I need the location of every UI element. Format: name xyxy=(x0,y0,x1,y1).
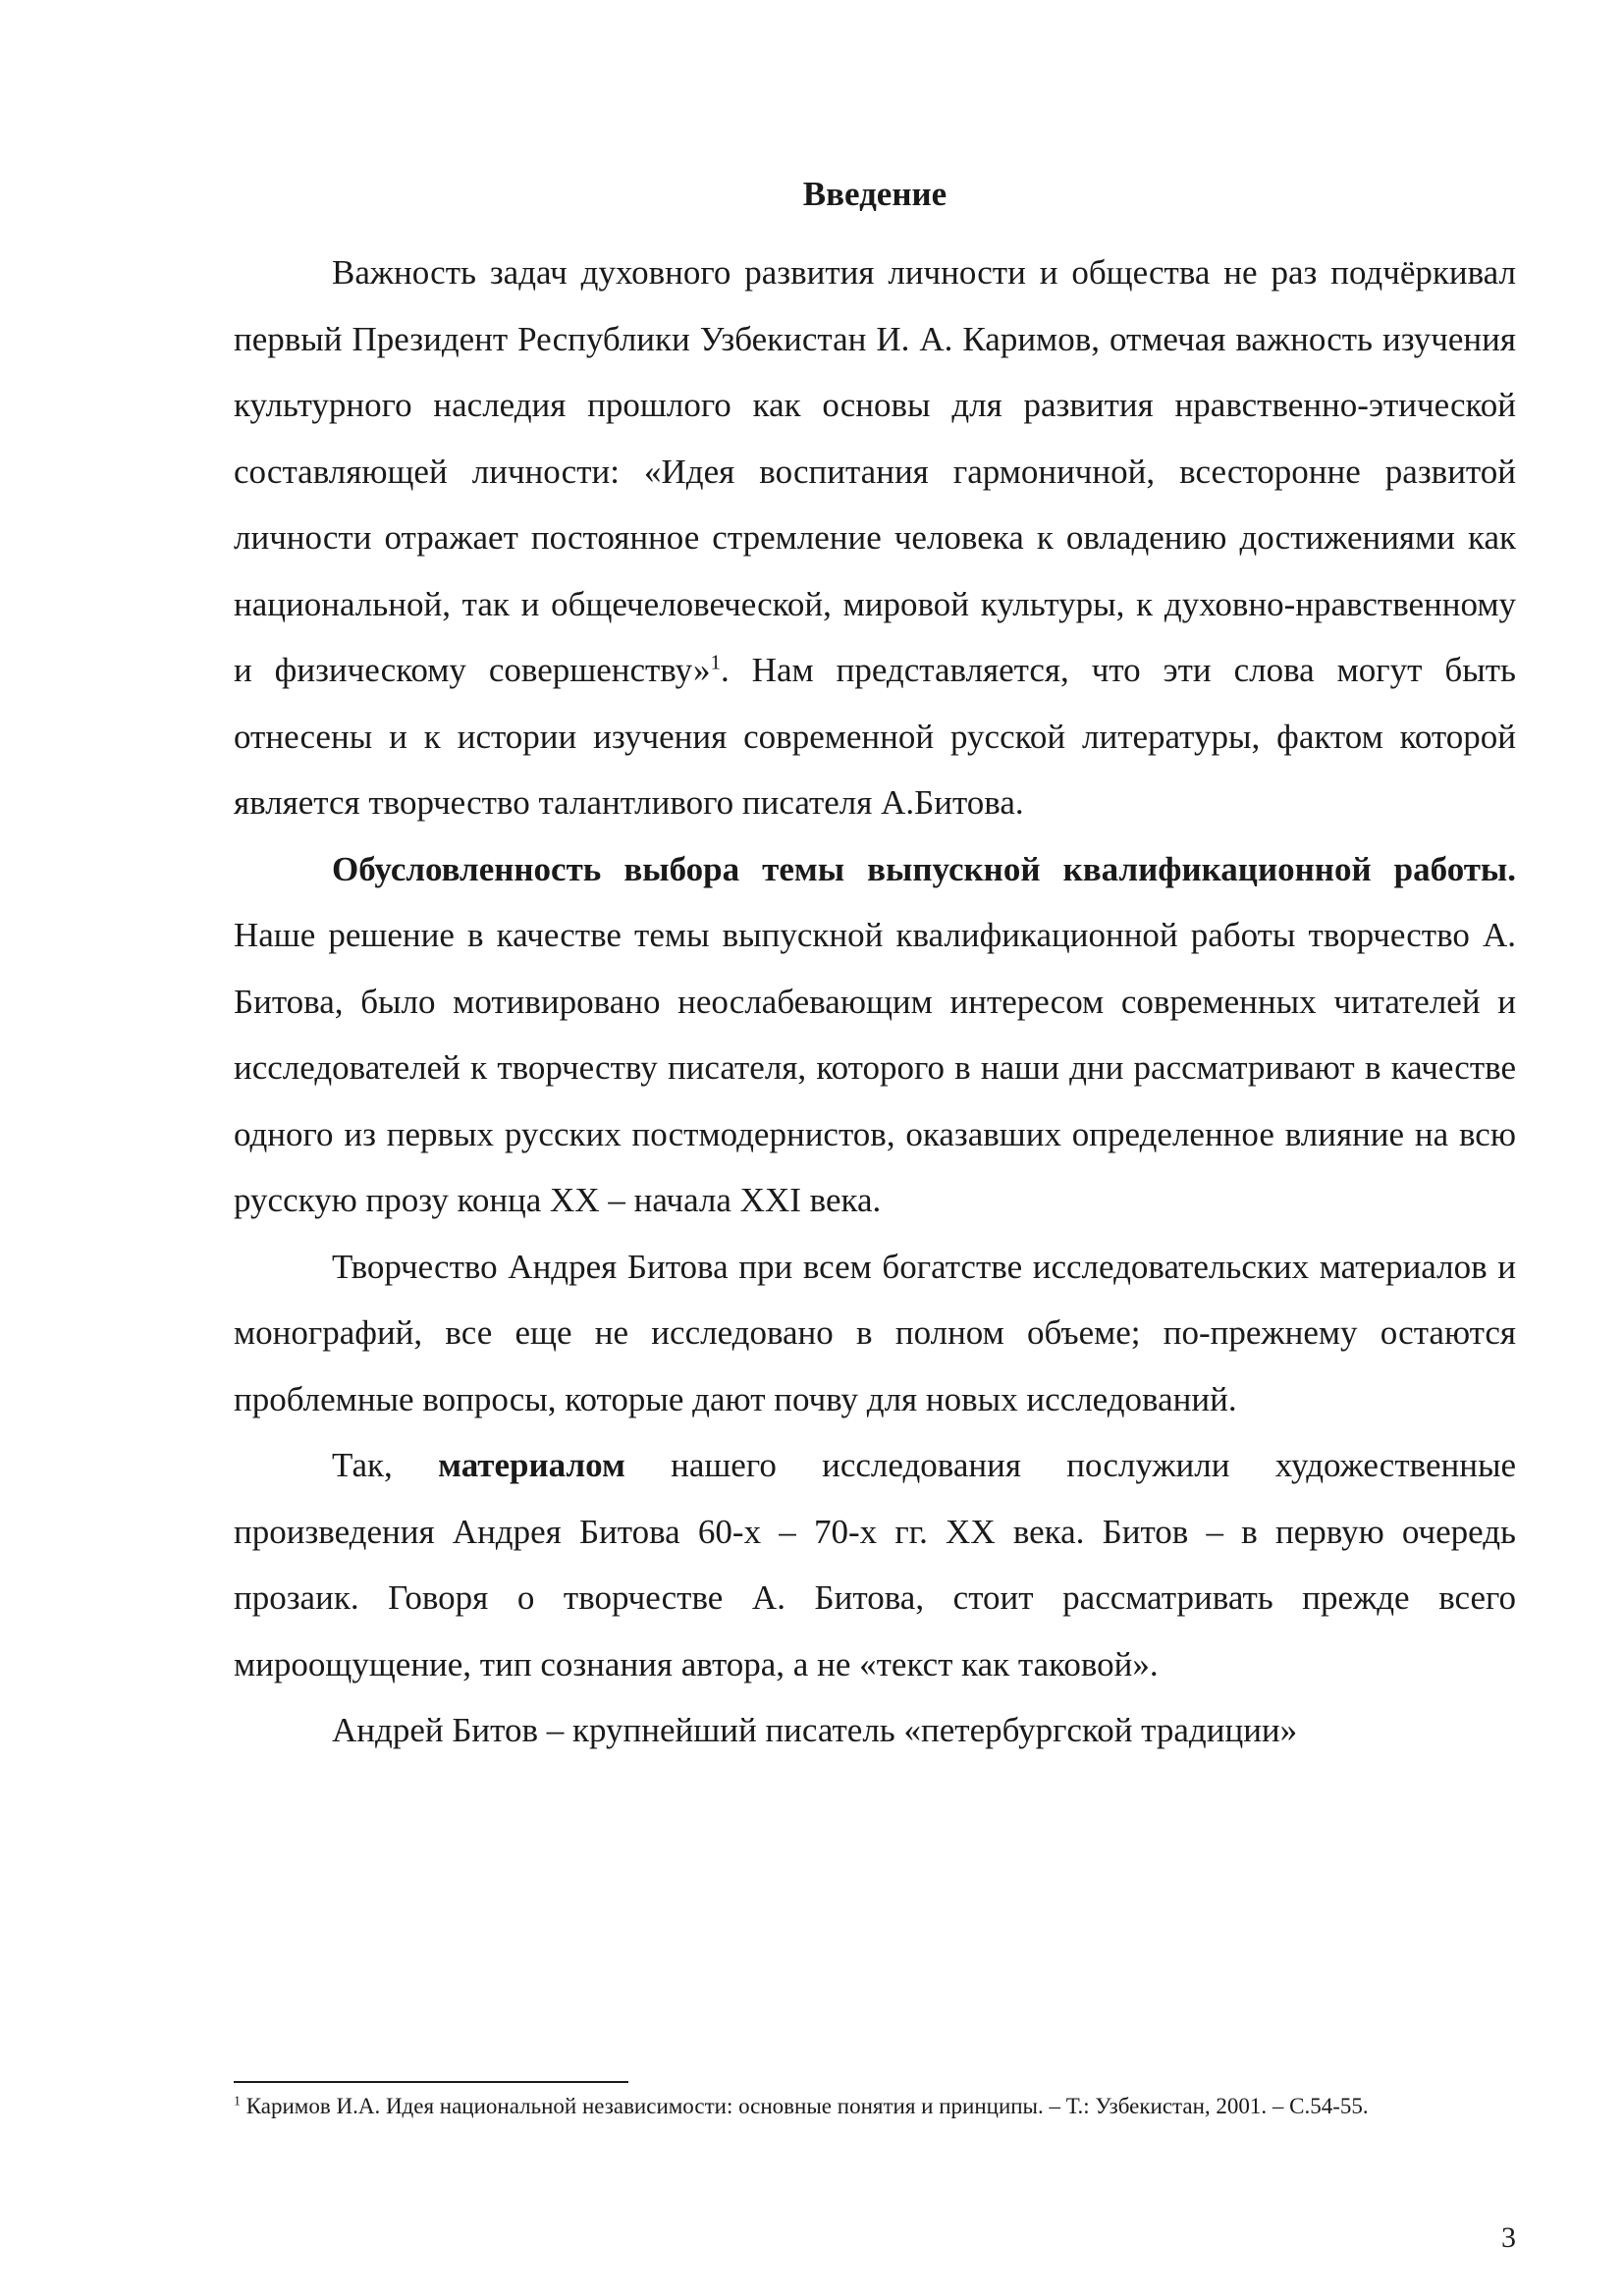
research-gap-text: Творчество Андрея Битова при всем богатстве исследовательских материалов и монографий, все еще не исследовано в полном объеме; по-прежнему остаются проблемные вопросы, которые дают почву для новых исследований. xyxy=(234,1247,1516,1418)
footnote-separator xyxy=(234,2081,628,2083)
footnote xyxy=(234,2091,1516,2121)
paragraph-research-gap xyxy=(234,1234,1516,1433)
paragraph-topic-rationale xyxy=(234,836,1516,1234)
footnote-text: Каримов И.А. Идея национальной независимости: основные понятия и принципы. – Т.: Узбекистан, 2001. – С.54-55. xyxy=(241,2094,1369,2118)
section-heading: Введение xyxy=(802,175,947,213)
footnote-reference[interactable]: 1 xyxy=(710,650,721,674)
intro-text: Важность задач духовного развития личности и общества не раз подчёркивал первый Президент Республики Узбекистан И. А. Каримов, отмечая важность изучения культурного наследия прошлого как основы для развития нравственно-этической составляющей личности: «Идея воспитания гармоничной, всесторонне развитой личности отражает постоянное стремление человека к овладению достижениями как национальной, так и общечеловеческой, мировой культуры, к духовно-нравственному и физическому совершенству» xyxy=(234,253,1516,689)
paragraph-research-material xyxy=(234,1432,1516,1697)
research-material-text-start: Так, xyxy=(332,1446,439,1484)
paragraph-bitov-tradition xyxy=(234,1697,1516,1764)
bitov-tradition-text: Андрей Битов – крупнейший писатель «петербургской традиции» xyxy=(332,1711,1298,1749)
research-material-keyword: материалом xyxy=(438,1446,625,1484)
paragraph-intro xyxy=(234,240,1516,836)
body-text xyxy=(234,240,1516,1764)
topic-rationale-text: Наше решение в качестве темы выпускной квалификационной работы творчество А. Битова, было мотивировано неослабевающим интересом современных читателей и исследователей к творчеству писателя, которого в наши дни рассматривают в качестве одного из первых русских постмодернистов, оказавших определенное влияние на всю русскую прозу конца XX – начала XXI века. xyxy=(234,916,1516,1219)
footnote-mark: 1 xyxy=(234,2094,241,2109)
topic-rationale-lead: Обусловленность выбора темы выпускной квалификационной работы. xyxy=(332,849,1516,888)
research-material-text: нашего исследования послужили художественные произведения Андрея Битова 60-х – 70-х гг. XX века. Битов – в первую очередь прозаик. Говоря о творчестве А. Битова, стоит рассматривать прежде всего мироощущение, тип сознания автора, а не «текст как таковой». xyxy=(234,1446,1517,1683)
page-number: 3 xyxy=(1501,2221,1516,2254)
intro-text-continued: . Нам представляется, что эти слова могут быть отнесены и к истории изучения современной русской литературы, фактом которой является творчество талантливого писателя А.Битова. xyxy=(234,651,1516,822)
